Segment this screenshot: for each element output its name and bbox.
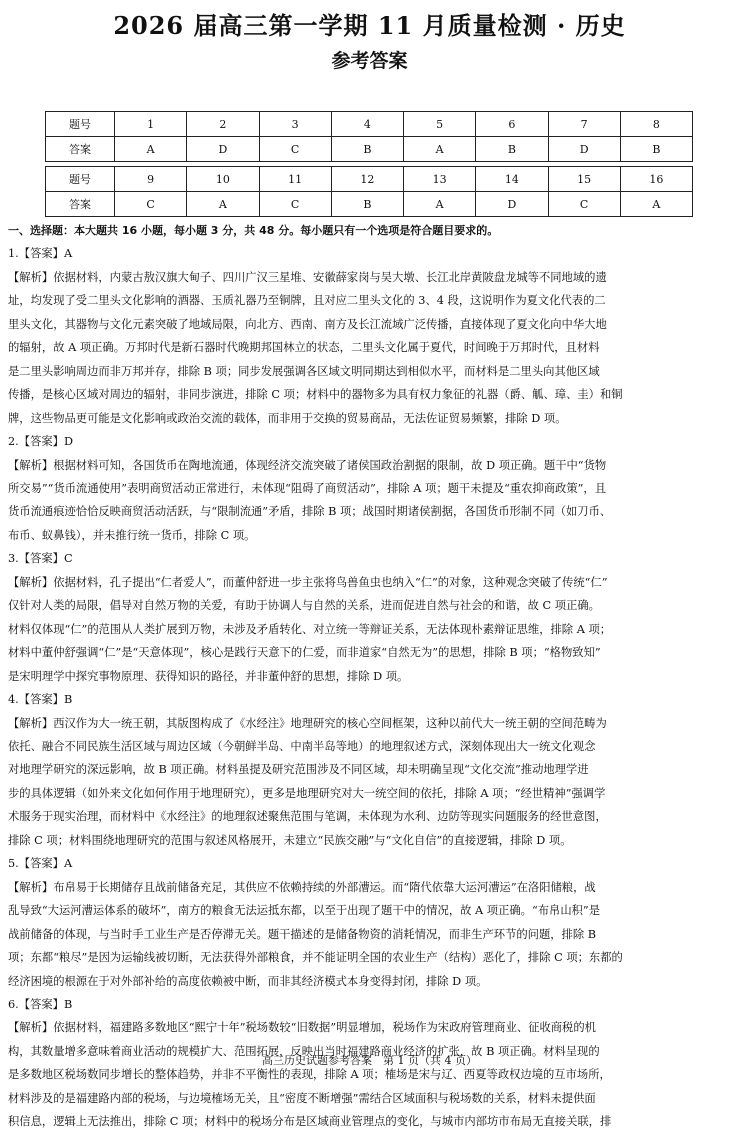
text-line: 乱导致“大运河漕运体系的破坏”，南方的粮食无法运抵东都，以至于出现了题干中的情况，故 A 项正确。“布帛山积”是 [8,904,600,918]
ans-cell: D [187,137,259,162]
answer-table [45,111,693,217]
answer-table-num-row [46,167,693,192]
num-label-cell: 题号 [46,167,115,192]
ans-cell: A [404,137,476,162]
ans-cell: A [187,192,259,217]
text-line: 里头文化，其器物与文化元素突破了地域局限，向北方、西南、南方及长江流域广泛传播，直接体现了夏文化向中华大地 [8,317,607,331]
text-line: 仅针对人类的局限，倡导对自然万物的关爱，有助于协调人与自然的关系，进而促进自然与社会的和谐，故 C 项正确。 [8,599,600,613]
num-cell: 15 [548,167,620,192]
text-line: 积信息，逻辑上无法推出，排除 C 项；材料中的税场分布是区域商业管理点的变化，与城市内部坊市布局无直接关联，排 [8,1115,612,1129]
num-cell: 5 [404,112,476,137]
page-title: 2026 届高三第一学期 11 月质量检测 · 历史 [113,11,626,40]
text-line: 构，其数量增多意味着商业活动的规模扩大、范围拓展，反映出当时福建路商业经济的扩张，故 B 项正确。材料呈现的 [8,1044,600,1058]
answer-table-num-row [46,112,693,137]
ans-cell: A [404,192,476,217]
text-line: 术服务于现实治理，而材料中《水经注》的地理叙述聚焦范围与笔调，未体现为水利、边防等现实问题服务的经世意图， [8,810,607,824]
text-line: 4.【答案】B [8,693,73,707]
num-cell: 3 [259,112,331,137]
answer-table-ans-row [46,192,693,217]
num-cell: 14 [476,167,548,192]
text-line: 【解析】依据材料，内蒙古敖汉旗大甸子、四川广汉三星堆、安徽薛家岗与吴大墩、长江北岸黄陂盘龙城等不同地域的遗 [8,270,607,284]
text-line: 址，均发现了受二里头文化影响的酒器、玉质礼器乃至铜牌，且对应二里头文化的 3、4 段，这说明作为夏文化代表的二 [8,294,606,308]
num-cell: 9 [115,167,187,192]
section-heading: 一、选择题：本大题共 16 小题，每小题 3 分，共 48 分。每小题只有一个选项是符合题目要求的。 [8,224,499,237]
ans-cell: B [620,137,692,162]
num-cell: 8 [620,112,692,137]
text-line: 材料仅体现“仁”的范围从人类扩展到万物，未涉及矛盾转化、对立统一等辩证关系，无法体现朴素辩证思维，排除 A 项； [8,622,612,636]
text-line: 战前储备的体现，与当时手工业生产是否停滞无关。题干描述的是储备物资的消耗情况，而非生产环节的问题，排除 B [8,927,597,941]
num-cell: 11 [259,167,331,192]
ans-cell: A [620,192,692,217]
ans-cell: C [259,192,331,217]
ans-label-cell: 答案 [46,137,115,162]
num-cell: 2 [187,112,259,137]
ans-cell: C [548,192,620,217]
text-line: 【解析】依据材料，孔子提出“仁者爱人”，而董仲舒进一步主张将鸟兽鱼虫也纳入“仁”的对象，这种观念突破了传统“仁” [8,575,608,589]
text-line: 5.【答案】A [8,857,73,871]
text-line: 项；东都“粮尽”是因为运输线被切断，无法获得外部粮食，并不能证明全国的农业生产（结构）恶化了，排除 C 项；东都的 [8,951,623,965]
ans-cell: B [476,137,548,162]
text-line: 排除 C 项；材料围绕地理研究的范围与叙述风格展开，未建立“民族交融”与“文化自信”的直接逻辑，排除 D 项。 [8,833,572,847]
text-line: 3.【答案】C [8,552,73,566]
text-line: 的辐射，故 A 项正确。万邦时代是新石器时代晚期邦国林立的状态，二里头文化属于夏代，时间晚于万邦时代，且材料 [8,341,600,355]
answer-table-ans-row [46,137,693,162]
num-cell: 12 [331,167,403,192]
text-line: 对地理学研究的深远影响，故 B 项正确。材料虽提及研究范围涉及不同区域，却未明确呈现“文化交流”推动地理学进 [8,763,589,777]
page-subtitle: 参考答案 [331,50,408,72]
text-line: 材料中董仲舒强调“仁”是“天意体现”，核心是践行天意下的仁爱，而非道家“自然无为”的思想，排除 B 项；“格物致知” [8,646,601,660]
ans-cell: A [115,137,187,162]
ans-cell: C [115,192,187,217]
num-label-cell: 题号 [46,112,115,137]
ans-cell: B [331,137,403,162]
text-line: 【解析】根据材料可知，各国货币在陶地流通，体现经济交流突破了诸侯国政治割据的限制，故 D 项正确。题干中“货物 [8,458,607,472]
text-line: 【解析】依据材料，福建路多数地区“熙宁十年”税场数较“旧数据”明显增加，税场作为宋政府管理商业、征收商税的机 [8,1021,596,1035]
text-line: 是宋明理学中探究事物原理、获得知识的路径，并非董仲舒的思想，排除 D 项。 [8,669,409,683]
page-footer: 高三历史试题参考答案 第 1 页（共 4 页） [262,1054,477,1067]
num-cell: 1 [115,112,187,137]
num-cell: 16 [620,167,692,192]
num-cell: 4 [331,112,403,137]
text-line: 布币、蚁鼻钱），并未推行统一货币，排除 C 项。 [8,528,256,542]
ans-cell: B [331,192,403,217]
answer-explanations [8,219,730,1134]
ans-cell: C [259,137,331,162]
text-line: 2.【答案】D [8,435,74,449]
num-cell: 10 [187,167,259,192]
num-cell: 6 [476,112,548,137]
text-line: 材料涉及的是福建路内部的税场，与边境榷场无关，且“密度不断增强”需结合区域面积与税场数的关系，材料未提供面 [8,1091,596,1105]
num-cell: 7 [548,112,620,137]
text-line: 6.【答案】B [8,997,73,1011]
text-line: 货币流通痕迹恰恰反映商贸活动活跃，与“限制流通”矛盾，排除 B 项；战国时期诸侯割据，各国货币形制不同（如刀币、 [8,505,612,519]
text-line: 是多数地区税场数同步增长的整体趋势，并非不平衡性的表现，排除 A 项；榷场是宋与辽、西夏等政权边境的互市场所， [8,1068,611,1082]
text-line: 步的具体逻辑（如外来文化如何作用于地理研究），更多是地理研究对大一统空间的依托，排除 A 项；“经世精神”强调学 [8,786,606,800]
ans-cell: D [476,192,548,217]
text-line: 【解析】西汉作为大一统王朝，其版图构成了《水经注》地理研究的核心空间框架，这种以前代大一统王朝的空间范畴为 [8,716,607,730]
ans-label-cell: 答案 [46,192,115,217]
text-line: 依托、融合不同民族生活区域与周边区域（今朝鲜半岛、中南半岛等地）的地理叙述方式，深刻体现出大一统文化观念 [8,739,596,753]
text-line: 经济困境的根源在于对外部补给的高度依赖被中断，而非其经济模式本身变得封闭，排除 D 项。 [8,974,488,988]
text-line: 是二里头影响周边而非万邦并存，排除 B 项；同步发展强调各区域文明同期达到相似水平，而材料是二里头向其他区域 [8,364,600,378]
text-line: 传播，是核心区域对周边的辐射，非同步演进，排除 C 项；材料中的器物多为具有权力象征的礼器（爵、觚、璋、圭）和铜 [8,388,623,402]
text-line: 1.【答案】A [8,247,73,261]
text-line: 【解析】布帛易于长期储存且战前储备充足，其供应不依赖持续的外部漕运。而“隋代依靠大运河漕运”在洛阳储粮，战 [8,880,596,894]
text-line: 牌，这些物品更可能是文化影响或政治交流的载体，而非用于交换的贸易商品，无法佐证贸易频繁，排除 D 项。 [8,411,567,425]
num-cell: 13 [404,167,476,192]
ans-cell: D [548,137,620,162]
text-line: 所交易”“货币流通使用”表明商贸活动正常进行，未体现“阻碍了商贸活动”，排除 A 项；题干未提及“重农抑商政策”，且 [8,481,607,495]
